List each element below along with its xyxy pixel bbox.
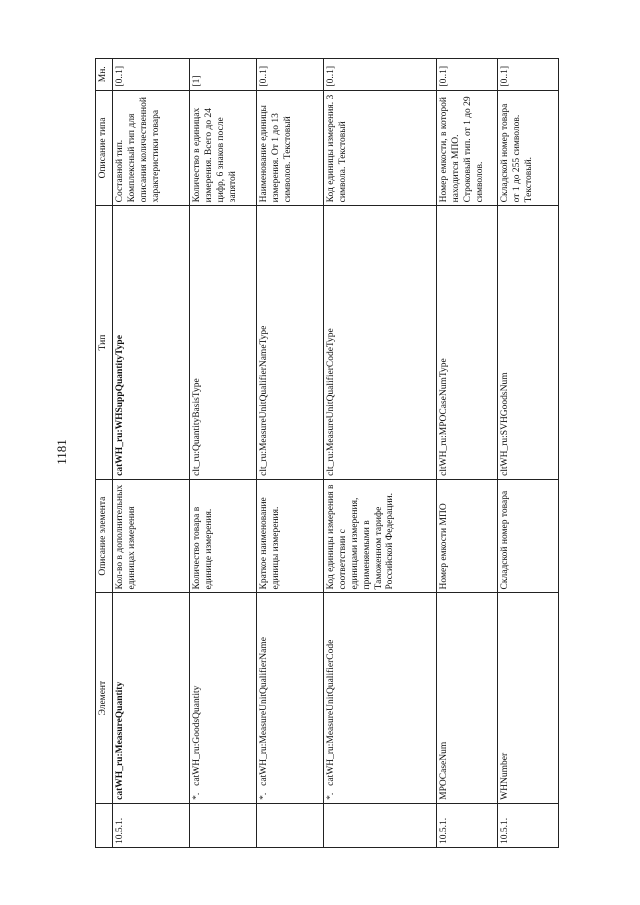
table-header-row xyxy=(96,59,113,848)
type-name: catWH_ru:WHSuppQuantityType xyxy=(113,206,190,480)
element-name: catWH_ru:MeasureUnitQualifierCode xyxy=(326,639,336,786)
spec-table-container xyxy=(95,58,545,848)
element-description: Код единицы измерения в соответствии с единицами измерения, применяемыми в Таможенном тарифе Российской Федерации. xyxy=(324,479,437,593)
type-description: Складской номер товара от 1 до 255 символов. Текстовый. xyxy=(498,90,559,206)
type-description: Количество в единицах измерения. Всего до 24 цифр, 6 знаков после запятой xyxy=(190,90,257,206)
row-number xyxy=(190,803,257,847)
row-number: 10.5.1. xyxy=(113,803,190,847)
element-name: WHNumber xyxy=(498,593,559,803)
table-row xyxy=(190,59,257,848)
type-description: Наименование единицы измерения. От 1 до 13 символов. Текстовый xyxy=(257,90,324,206)
spec-table xyxy=(95,58,559,848)
row-number xyxy=(324,803,437,847)
element-cell xyxy=(257,593,324,803)
type-name: clt_ru:MeasureUnitQualifierNameType xyxy=(257,206,324,480)
row-number: 10.5.1. xyxy=(437,803,498,847)
element-name: catWH_ru:MeasureUnitQualifierName xyxy=(259,637,269,786)
element-cell xyxy=(324,593,437,803)
element-description: Складской номер товара xyxy=(498,479,559,593)
row-number xyxy=(257,803,324,847)
element-description: Номер емкости МПО xyxy=(437,479,498,593)
multiplicity: [0..1] xyxy=(113,59,190,91)
element-description: Краткое наименование единицы измерения. xyxy=(257,479,324,593)
nested-marker: *. xyxy=(326,792,336,800)
element-name: catWH_ru:GoodsQuantity xyxy=(192,685,202,786)
row-number: 10.5.1. xyxy=(498,803,559,847)
header-num xyxy=(96,803,113,847)
element-name: MPOCaseNum xyxy=(437,593,498,803)
type-name: cltWH_ru:SVHGoodsNum xyxy=(498,206,559,480)
header-element-desc: Описание элемента xyxy=(96,479,113,593)
header-type-desc: Описание типа xyxy=(96,90,113,206)
nested-marker: *. xyxy=(259,792,269,800)
table-row xyxy=(324,59,437,848)
element-name: catWH_ru:MeasureQuantity xyxy=(113,593,190,803)
element-description: Кол-во в дополнительных единицах измерения xyxy=(113,479,190,593)
multiplicity: [0..1] xyxy=(437,59,498,91)
page-number: 1181 xyxy=(54,439,69,465)
multiplicity: [0..1] xyxy=(498,59,559,91)
table-row xyxy=(498,59,559,848)
type-name: clt_ru:MeasureUnitQualifierCodeType xyxy=(324,206,437,480)
table-row xyxy=(113,59,190,848)
table-row xyxy=(437,59,498,848)
type-name: clt_ru:QuantityBasisType xyxy=(190,206,257,480)
header-element: Элемент xyxy=(96,593,113,803)
nested-marker: *. xyxy=(192,792,202,800)
multiplicity: [0..1] xyxy=(324,59,437,91)
header-mn: Мн. xyxy=(96,59,113,91)
table-row xyxy=(257,59,324,848)
element-cell xyxy=(190,593,257,803)
multiplicity: [0..1] xyxy=(257,59,324,91)
element-description: Количество товара в единице измерения. xyxy=(190,479,257,593)
type-name: cltWH_ru:MPOCaseNumType xyxy=(437,206,498,480)
type-description: Код единицы измерения. 3 символа. Текстовый xyxy=(324,90,437,206)
header-type: Тип xyxy=(96,206,113,480)
type-description: Составной тип. Комплексный тип для описания количественной характеристики товара xyxy=(113,90,190,206)
type-description: Номер емкости, в которой находится МПО. Строковый тип. от 1 до 29 символов. xyxy=(437,90,498,206)
multiplicity: [1] xyxy=(190,59,257,91)
